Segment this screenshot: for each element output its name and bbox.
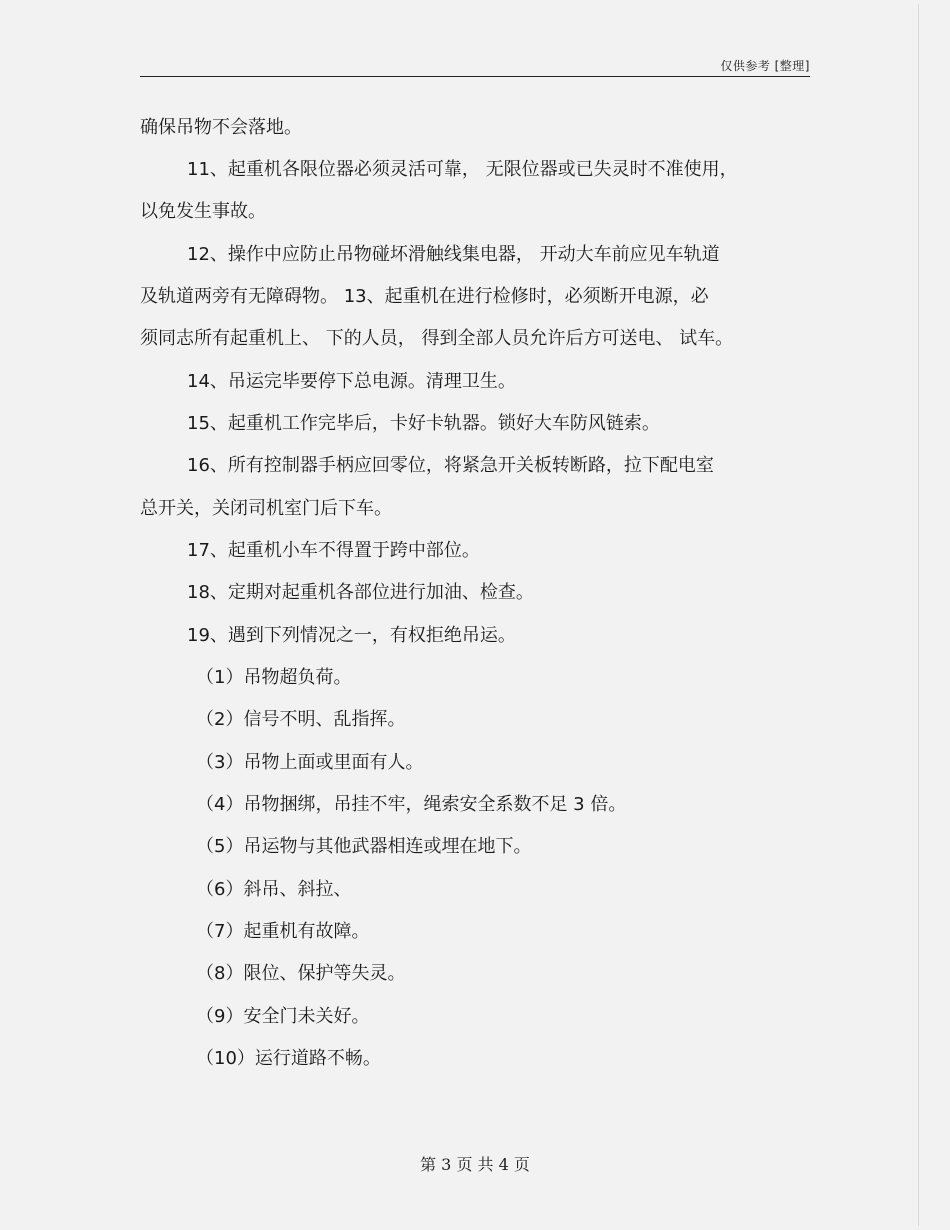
body-line: 19、遇到下列情况之一，有权拒绝吊运。 (187, 625, 516, 646)
body-line: 15、起重机工作完毕后，卡好卡轨器。锁好大车防风链索。 (187, 413, 660, 434)
body-line: 总开关，关闭司机室门后下车。 (140, 498, 392, 519)
body-line: 及轨道两旁有无障碍物。 13、起重机在进行检修时，必须断开电源，必 (140, 286, 709, 307)
list-item: （3）吊物上面或里面有人。 (196, 752, 424, 773)
list-item: （5）吊运物与其他武器相连或埋在地下。 (196, 836, 532, 857)
body-line: 16、所有控制器手柄应回零位，将紧急开关板转断路，拉下配电室 (187, 455, 714, 476)
list-item: （6）斜吊、斜拉、 (196, 879, 352, 900)
body-line: 须同志所有起重机上、 下的人员， 得到全部人员允许后方可送电、 试车。 (140, 328, 734, 349)
body-line: 14、吊运完毕要停下总电源。清理卫生。 (187, 371, 516, 392)
body-line: 以免发生事故。 (140, 201, 266, 222)
list-item: （7）起重机有故障。 (196, 921, 370, 942)
body-line: 17、起重机小车不得置于跨中部位。 (187, 540, 480, 561)
list-item: （1）吊物超负荷。 (196, 667, 352, 688)
list-item: （9）安全门未关好。 (196, 1006, 370, 1027)
body-line: 11、起重机各限位器必须灵活可靠， 无限位器或已失灵时不准使用， (187, 159, 738, 180)
page-number-footer: 第 3 页 共 4 页 (420, 1155, 530, 1174)
page-edge (918, 4, 919, 1226)
list-item: （2）信号不明、乱指挥。 (196, 709, 406, 730)
list-item: （10）运行道路不畅。 (196, 1048, 381, 1069)
body-line: 12、操作中应防止吊物碰坏滑触线集电器， 开动大车前应见车轨道 (187, 244, 720, 265)
list-item: （4）吊物捆绑，吊挂不牢，绳索安全系数不足 3 倍。 (196, 794, 627, 815)
body-line: 确保吊物不会落地。 (140, 117, 302, 138)
header-note: 仅供参考 [整理] (720, 59, 810, 73)
body-line: 18、定期对起重机各部位进行加油、检查。 (187, 582, 534, 603)
header-rule (140, 76, 810, 77)
list-item: （8）限位、保护等失灵。 (196, 963, 406, 984)
